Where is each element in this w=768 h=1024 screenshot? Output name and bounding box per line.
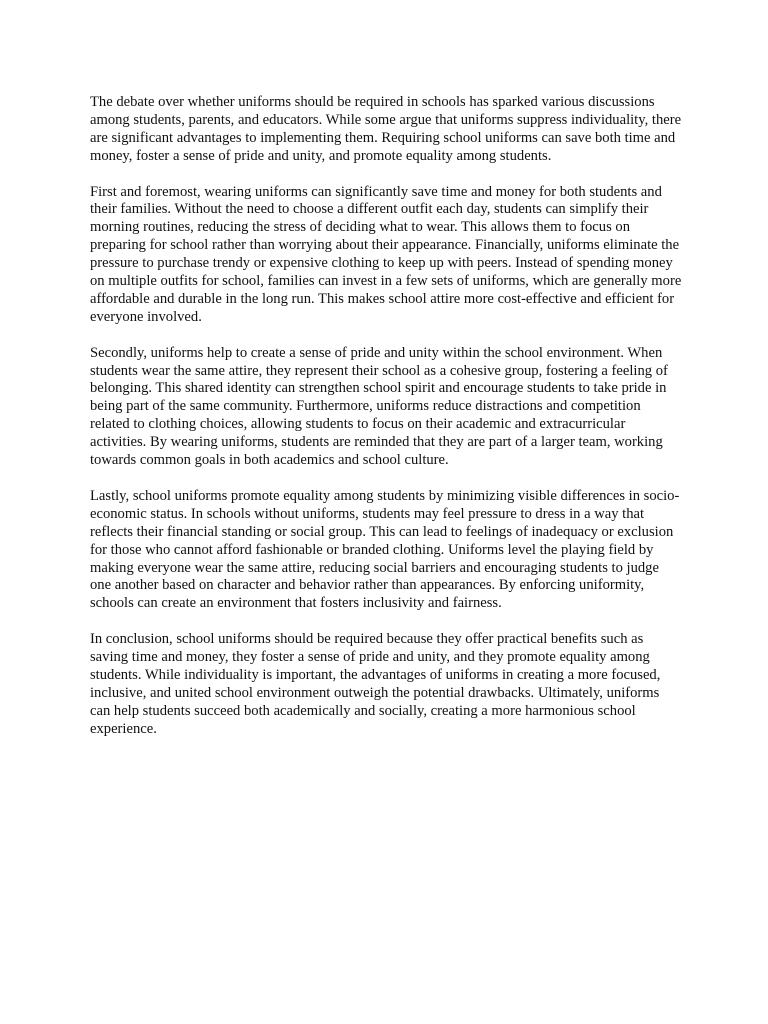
document-page: [90, 94, 682, 756]
paragraph-equality: Lastly, school uniforms promote equality among students by minimizing visible differences in socio-economic status. In schools without uniforms, students may feel pressure to dress in a way that reflects their financial standing or social group. This can lead to feelings of inadequacy or exclusion for those who cannot afford fashionable or branded clothing. Uniforms level the playing field by making everyone wear the same attire, reducing social barriers and encouraging students to judge one another based on character and behavior rather than appearances. By enforcing uniformity, schools can create an environment that fosters inclusivity and fairness.: [90, 487, 680, 612]
paragraph-pride-and-unity: Secondly, uniforms help to create a sense of pride and unity within the school environment. When students wear the same attire, they represent their school as a cohesive group, fostering a feeling of belonging. This shared identity can strengthen school spirit and encourage students to take pride in being part of the same community. Furthermore, uniforms reduce distractions and competition related to clothing choices, allowing students to focus on their academic and extracurricular activities. By wearing uniforms, students are reminded that they are part of a larger team, working towards common goals in both academics and school culture.: [90, 344, 668, 469]
paragraph-time-and-money: First and foremost, wearing uniforms can significantly save time and money for both students and their families. Without the need to choose a different outfit each day, students can simplify their morning routines, reducing the stress of deciding what to wear. This allows them to focus on preparing for school rather than worrying about their appearance. Financially, uniforms eliminate the pressure to purchase trendy or expensive clothing to keep up with peers. Instead of spending money on multiple outfits for school, families can invest in a few sets of uniforms, which are generally more affordable and durable in the long run. This makes school attire more cost-effective and efficient for everyone involved.: [90, 183, 682, 325]
paragraph-conclusion: In conclusion, school uniforms should be required because they offer practical benefits such as saving time and money, they foster a sense of pride and unity, and they promote equality among students. While individuality is important, the advantages of uniforms in creating a more focused, inclusive, and united school environment outweigh the potential drawbacks. Ultimately, uniforms can help students succeed both academically and socially, creating a more harmonious school experience.: [90, 631, 661, 737]
paragraph-introduction: The debate over whether uniforms should be required in schools has sparked various discussions among students, parents, and educators. While some argue that uniforms suppress individuality, there are significant advantages to implementing them. Requiring school uniforms can save both time and money, foster a sense of pride and unity, and promote equality among students.: [90, 94, 682, 164]
